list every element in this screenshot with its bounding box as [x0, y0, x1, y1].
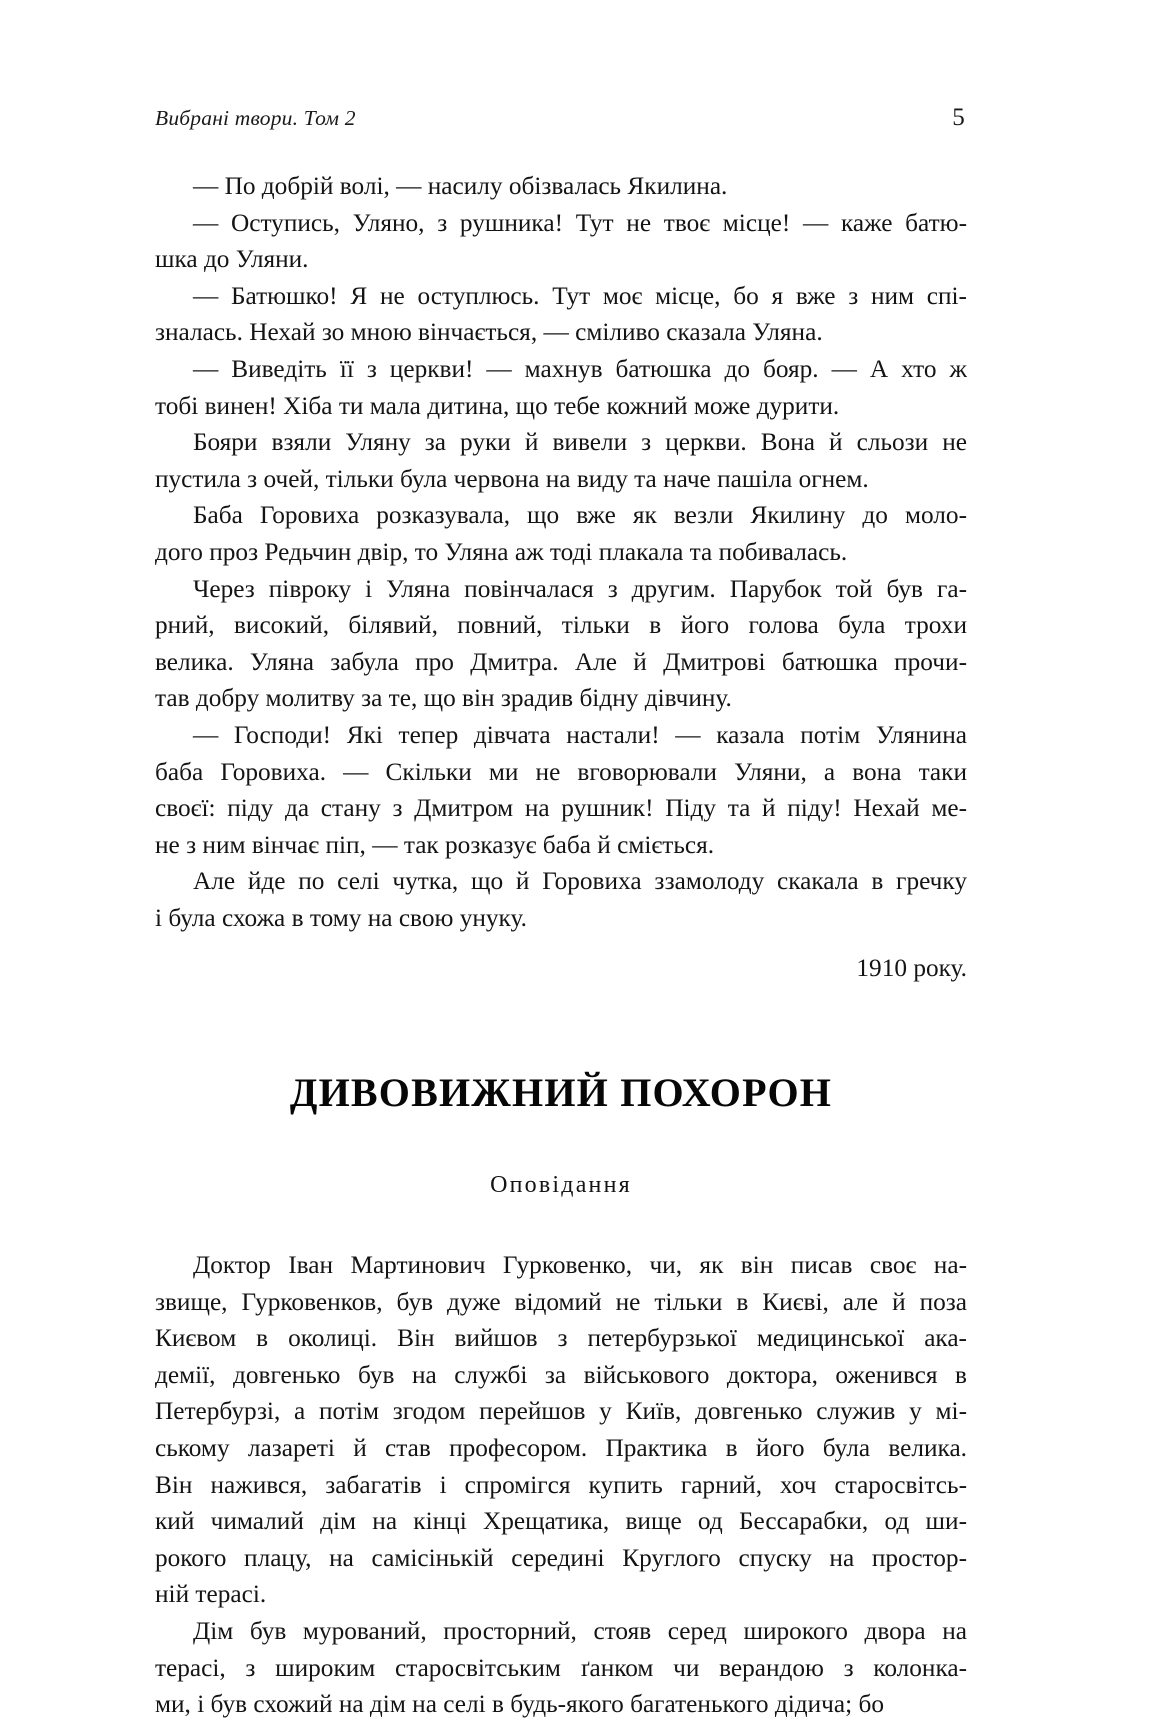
text-line: рокого плацу, на самісінькій середині Круглого спуску на простор- — [155, 1543, 967, 1572]
text-line: Через півроку і Уляна повінчалася з другим. Парубок той був га- — [155, 574, 967, 603]
text-line: Баба Горовиха розказувала, що вже як везли Якилину до моло- — [155, 501, 967, 530]
next-story-body — [155, 1201, 967, 1723]
running-head-title: Вибрані твори. Том 2 — [155, 106, 356, 130]
dialogue-hospody — [155, 717, 967, 863]
previous-story-body — [155, 168, 967, 936]
text-line: кий чималий дім на кінці Хрещатика, вище од Бессарабки, од ши- — [155, 1507, 967, 1536]
text-line: демії, довгенько був на службі за військового доктора, оженився в — [155, 1360, 967, 1389]
text-line: звище, Гурковенков, був дуже відомий не тільки в Києві, але й поза — [155, 1287, 967, 1316]
text-line: Доктор Іван Мартинович Гурковенко, чи, як він писав своє на- — [155, 1251, 967, 1280]
text-line: шка до Уляни. — [155, 245, 309, 274]
text-line: тобі винен! Хіба ти мала дитина, що тебе кожний може дурити. — [155, 391, 840, 420]
paragraph-cherez-pivroku — [155, 571, 967, 717]
text-line: своєї: піду да стану з Дмитром на рушник! Піду та й піду! Нехай ме- — [155, 794, 967, 823]
text-line: — Виведіть її з церкви! — махнув батюшка до бояр. — А хто ж — [155, 354, 967, 383]
text-line: зналась. Нехай зо мною вінчається, — сміливо сказала Уляна. — [155, 318, 823, 347]
text-line: терасі, з широким старосвітським ґанком чи верандою з колонка- — [155, 1653, 967, 1682]
dialogue-ulyana-reply — [155, 278, 967, 351]
text-line: — Батюшко! Я не оступлюсь. Тут моє місце, бо я вже з ним спі- — [155, 281, 967, 310]
dialogue-vyvedit — [155, 351, 967, 424]
text-line: Дім був мурований, просторний, стояв серед широкого двора на — [155, 1617, 967, 1645]
text-line: Києвом в околиці. Він вийшов з петербурзької медицинської ака- — [155, 1324, 967, 1353]
text-line: — По добрій волі, — насилу обізвалась Якилина. — [155, 172, 728, 200]
text-line: і була схожа в тому на свою унуку. — [155, 903, 527, 932]
paragraph-boyary — [155, 424, 967, 497]
text-line: Але йде по селі чутка, що й Горовиха ззамолоду скакала в гречку — [155, 867, 967, 896]
paragraph-doktor-hurkovenko — [155, 1247, 967, 1613]
dialogue-batyushka-ulyana — [155, 205, 967, 278]
text-line: пустила з очей, тільки була червона на виду та наче пашіла огнем. — [155, 464, 869, 493]
text-line: тав добру молитву за те, що він зрадив бідну дівчину. — [155, 684, 732, 713]
text-line: Він нажився, забагатів і спромігся купить гарний, хоч старосвітсь- — [155, 1470, 967, 1499]
story-genre-label: Оповідання — [490, 1172, 632, 1199]
text-line: ському лазареті й став професором. Практика в його була велика. — [155, 1434, 967, 1463]
text-line: не з ним вінчає піп, — так розказує баба й сміється. — [155, 830, 715, 859]
paragraph-baba-horovyha — [155, 497, 967, 570]
text-line: ній терасі. — [155, 1580, 267, 1609]
text-line: Бояри взяли Уляну за руки й вивели з церкви. Вона й сльози не — [155, 428, 967, 457]
text-line: ми, і був схожий на дім на селі в будь-якого багатенького дідича; бо — [155, 1690, 884, 1719]
text-line: Петербурзі, а потім згодом перейшов у Київ, довгенько служив у мі- — [155, 1397, 967, 1426]
text-line: — Оступись, Уляно, з рушника! Тут не твоє місце! — каже батю- — [155, 208, 967, 237]
text-line: велика. Уляна забула про Дмитра. Але й Дмитрові батюшка прочи- — [155, 647, 967, 676]
text-line: дого проз Редьчин двір, то Уляна аж тоді плакала та побивалась. — [155, 537, 848, 566]
running-head — [155, 104, 965, 138]
text-line: — Господи! Які тепер дівчата настали! — казала потім Улянина — [155, 720, 967, 749]
text-column — [155, 168, 967, 1723]
story-date-line: 1910 року. — [856, 954, 967, 983]
dialogue-yakylyna — [155, 168, 967, 205]
page-number: 5 — [952, 104, 965, 131]
text-line: рний, високий, білявий, повний, тільки в його голова була трохи — [155, 611, 967, 640]
paragraph-ale-yde — [155, 863, 967, 936]
story-title: ДИВОВИЖНИЙ ПОХОРОН — [289, 1070, 833, 1116]
paragraph-dim-buv-murovanyi — [155, 1613, 967, 1723]
text-line: баба Горовиха. — Скільки ми не вговорювали Уляни, а вона таки — [155, 757, 967, 786]
